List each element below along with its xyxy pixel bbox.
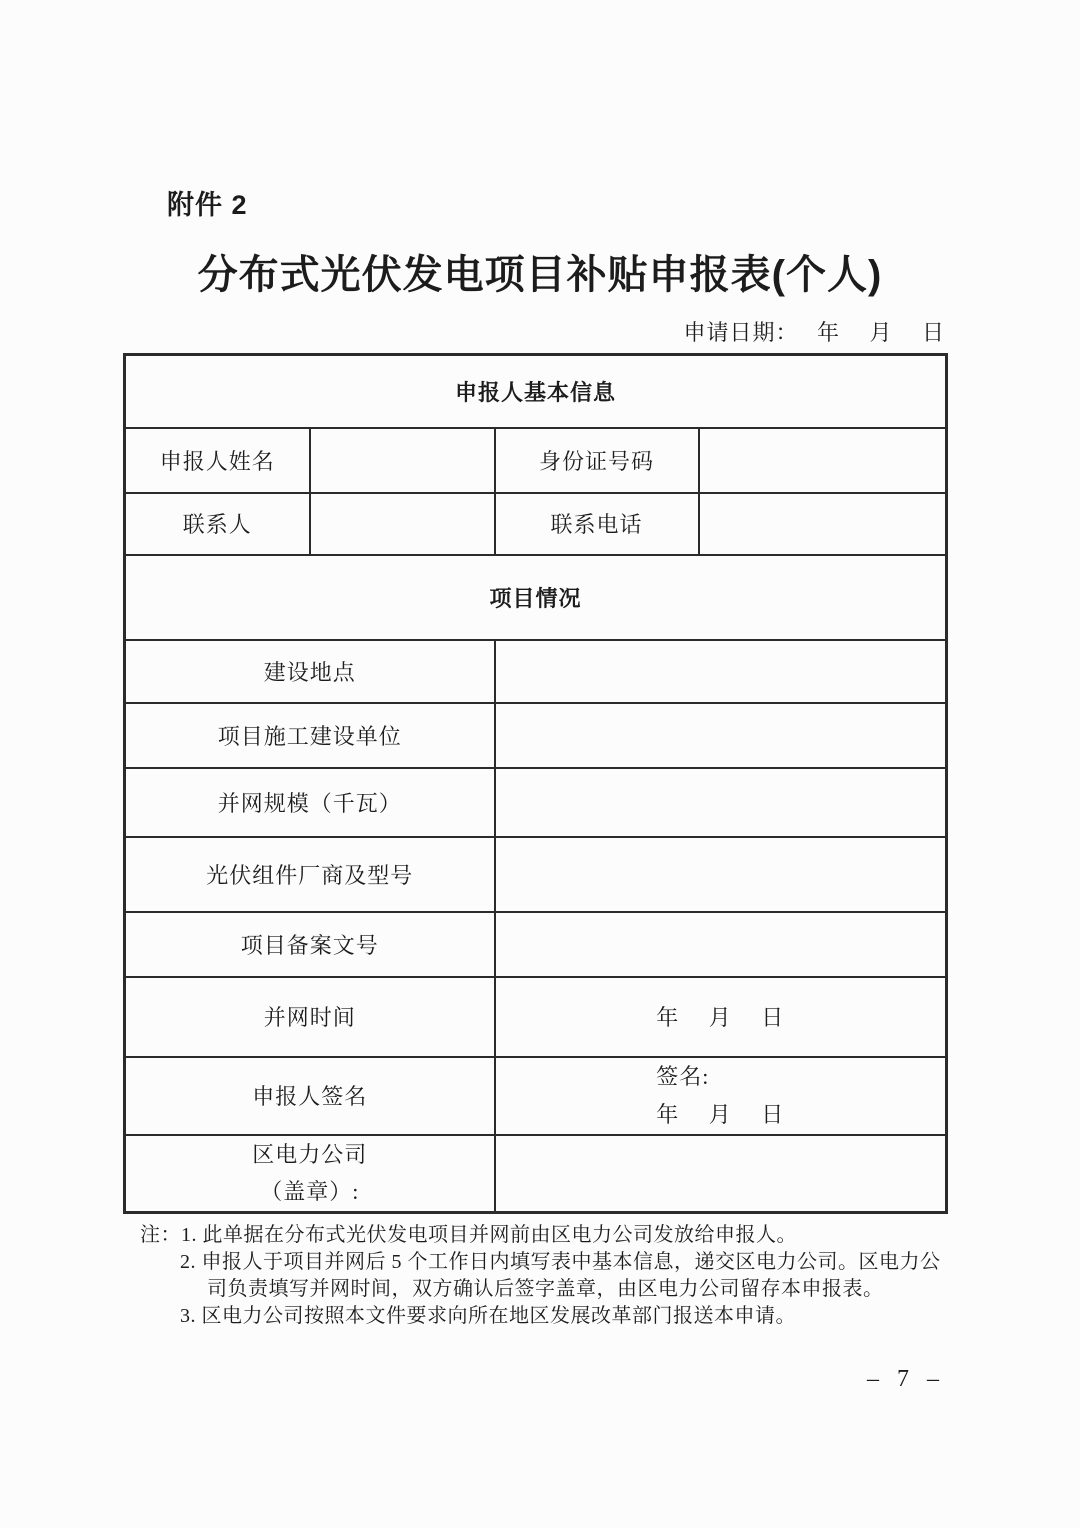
contact-person-value-cell — [310, 493, 495, 555]
construction-unit-label: 项目施工建设单位 — [125, 703, 495, 768]
construction-unit-value-cell — [495, 703, 947, 768]
grid-time-label: 并网时间 — [125, 977, 495, 1057]
signature-date: 年 月 日 — [656, 1101, 785, 1127]
application-form-table — [123, 353, 948, 1214]
grid-scale-value-cell — [495, 768, 947, 837]
table-row — [125, 428, 947, 493]
notes-prefix: 注： — [140, 1224, 181, 1246]
note-text-1: 1. 此单据在分布式光伏发电项目并网前由区电力公司发放给申报人。 — [181, 1224, 797, 1246]
table-row — [125, 768, 947, 837]
table-row — [125, 837, 947, 912]
footnotes — [140, 1222, 958, 1330]
applicant-signature-value-cell — [495, 1057, 947, 1135]
filing-number-label: 项目备案文号 — [125, 912, 495, 977]
attachment-label: 附件 2 — [167, 190, 248, 220]
construction-site-value-cell — [495, 640, 947, 703]
application-date-line: 申请日期： 年 月 日 — [683, 320, 945, 345]
table-row — [125, 1135, 947, 1213]
table-row — [125, 555, 947, 640]
filing-number-value-cell — [495, 912, 947, 977]
grid-time-value-cell: 年 月 日 — [495, 977, 947, 1057]
table-row — [125, 640, 947, 703]
table-row — [125, 977, 947, 1057]
note-item-2: 2. 申报人于项目并网后 5 个工作日内填写表中基本信息，递交区电力公司。区电力公司负责填写并网时间，双方确认后签字盖章，由区电力公司留存本申报表。 — [180, 1251, 941, 1300]
power-company-label-line2: （盖章）: — [260, 1179, 360, 1205]
applicant-signature-label: 申报人签名 — [125, 1057, 495, 1135]
pv-module-value-cell — [495, 837, 947, 912]
power-company-label — [125, 1135, 495, 1213]
basic-info-section-header: 申报人基本信息 — [125, 355, 947, 428]
construction-site-label: 建设地点 — [125, 640, 495, 703]
note-item-3: 3. 区电力公司按照本文件要求向所在地区发展改革部门报送本申请。 — [180, 1305, 796, 1327]
power-company-label-line1: 区电力公司 — [252, 1142, 368, 1168]
note-item-1 — [140, 1222, 958, 1249]
id-number-value-cell — [699, 428, 947, 493]
contact-person-label: 联系人 — [125, 493, 310, 555]
id-number-label: 身份证号码 — [495, 428, 699, 493]
page-number: – 7 – — [867, 1366, 945, 1392]
table-row — [125, 493, 947, 555]
applicant-name-label: 申报人姓名 — [125, 428, 310, 493]
grid-scale-label: 并网规模（千瓦） — [125, 768, 495, 837]
table-row — [125, 912, 947, 977]
contact-phone-label: 联系电话 — [495, 493, 699, 555]
page-title: 分布式光伏发电项目补贴申报表(个人) — [197, 253, 883, 297]
pv-module-label: 光伏组件厂商及型号 — [125, 837, 495, 912]
project-section-header: 项目情况 — [125, 555, 947, 640]
contact-phone-value-cell — [699, 493, 947, 555]
power-company-seal-cell — [495, 1135, 947, 1213]
applicant-name-value-cell — [310, 428, 495, 493]
signature-caption: 签名: — [656, 1063, 710, 1089]
table-row — [125, 355, 947, 428]
table-row — [125, 1057, 947, 1135]
table-row — [125, 703, 947, 768]
